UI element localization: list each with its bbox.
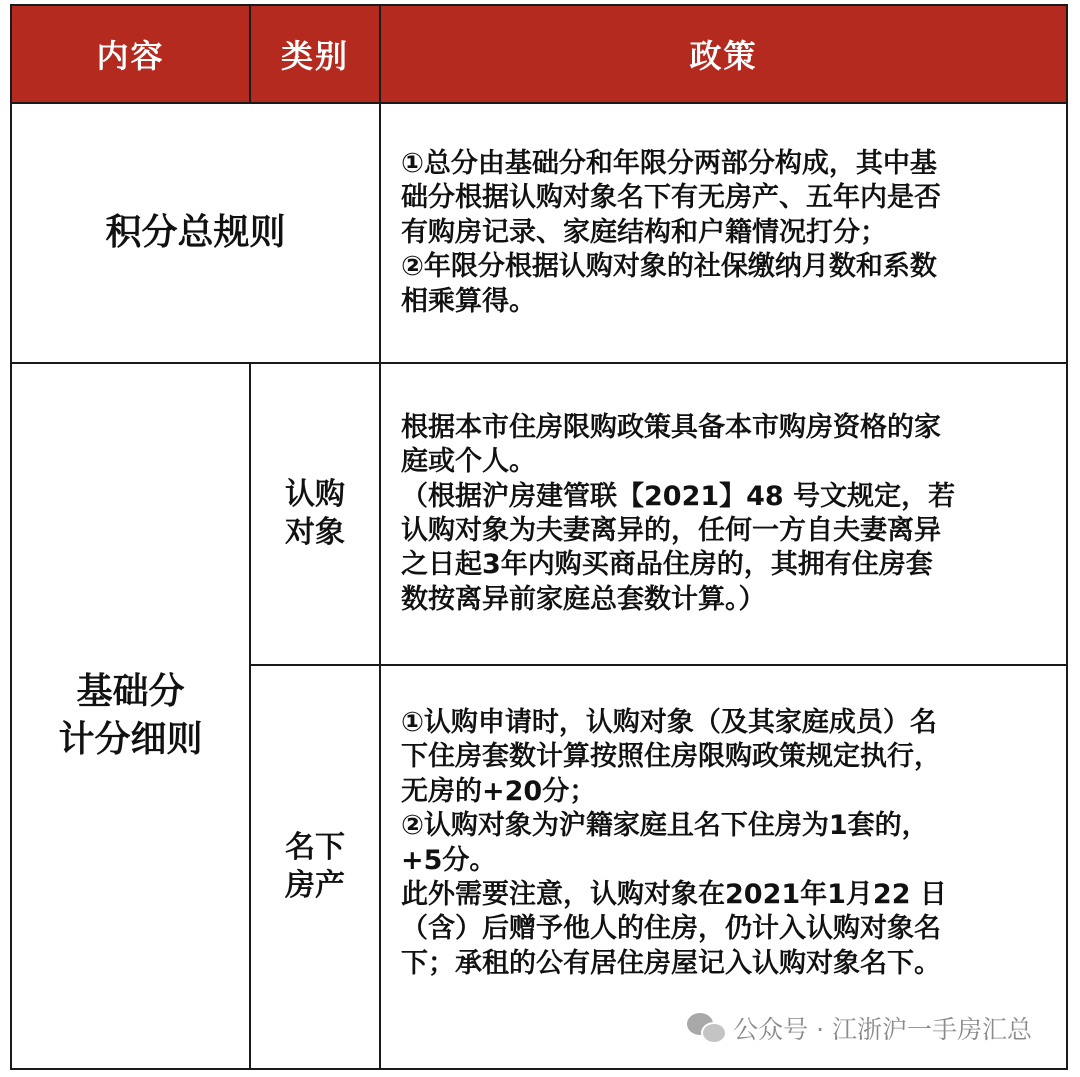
basic-score-label-line2: 计分细则	[58, 719, 203, 760]
watermark	[687, 1010, 1032, 1046]
property-label-line1: 名下	[285, 830, 345, 865]
row-label-basic-score	[12, 364, 249, 1068]
policy-line: 无房的+20分；	[401, 775, 597, 807]
header-category	[251, 6, 379, 102]
policy-line: （含）后赠予他人的住房，仍计入认购对象名	[401, 913, 941, 945]
policy-line: 认购对象为夫妻离异的，任何一方自夫妻离异	[401, 515, 941, 546]
policy-property	[381, 666, 1066, 996]
subject-label-line1: 认购	[285, 477, 345, 512]
policy-line: ②认购对象为沪籍家庭且名下住房为1套的，	[401, 810, 929, 842]
divider	[249, 6, 251, 102]
category-subject	[251, 364, 379, 664]
policy-line: ①总分由基础分和年限分两部分构成，其中基	[401, 147, 937, 179]
policy-line: 有购房记录、家庭结构和户籍情况打分；	[401, 216, 887, 248]
basic-score-label-line1: 基础分	[76, 671, 185, 712]
header-policy	[381, 6, 1066, 102]
scoring-rules-label: 积分总规则	[105, 212, 286, 253]
divider	[379, 6, 381, 102]
header-category-label: 类别	[280, 37, 349, 75]
policy-line: 下；承租的公有居住房屋记入认购对象名下。	[401, 947, 941, 979]
policy-line: 庭或个人。	[401, 446, 536, 478]
policy-line: ①认购申请时，认购对象（及其家庭成员）名	[401, 707, 937, 738]
policy-scoring-rules	[381, 104, 1066, 362]
row-label-scoring-rules	[12, 104, 379, 362]
policy-line: +5分。	[401, 844, 497, 876]
watermark-text: 公众号 · 江浙沪一手房汇总	[733, 1015, 1032, 1044]
header-content	[12, 6, 249, 102]
policy-line: （根据沪房建管联【2021】48 号文规定，若	[401, 480, 956, 512]
policy-line: 下住房套数计算按照住房限购政策规定执行，	[401, 741, 941, 773]
policy-line: ②年限分根据认购对象的社保缴纳月数和系数	[401, 251, 937, 283]
policy-table	[10, 4, 1068, 1070]
subject-label-line2: 对象	[285, 515, 345, 550]
policy-line: 相乘算得。	[401, 285, 536, 317]
policy-subject	[381, 364, 1066, 664]
header-policy-label: 政策	[689, 37, 758, 75]
property-label-line2: 房产	[285, 868, 345, 903]
policy-line: 此外需要注意，认购对象在2021年1月22 日	[401, 879, 947, 911]
header-content-label: 内容	[96, 37, 165, 75]
policy-line: 数按离异前家庭总套数计算。）	[401, 583, 766, 615]
policy-line: 根据本市住房限购政策具备本市购房资格的家	[401, 411, 941, 443]
category-property	[251, 666, 379, 1068]
wechat-icon	[687, 1013, 725, 1043]
policy-line: 之日起3年内购买商品住房的，其拥有住房套	[401, 549, 933, 581]
policy-line: 础分根据认购对象名下有无房产、五年内是否	[401, 182, 941, 214]
